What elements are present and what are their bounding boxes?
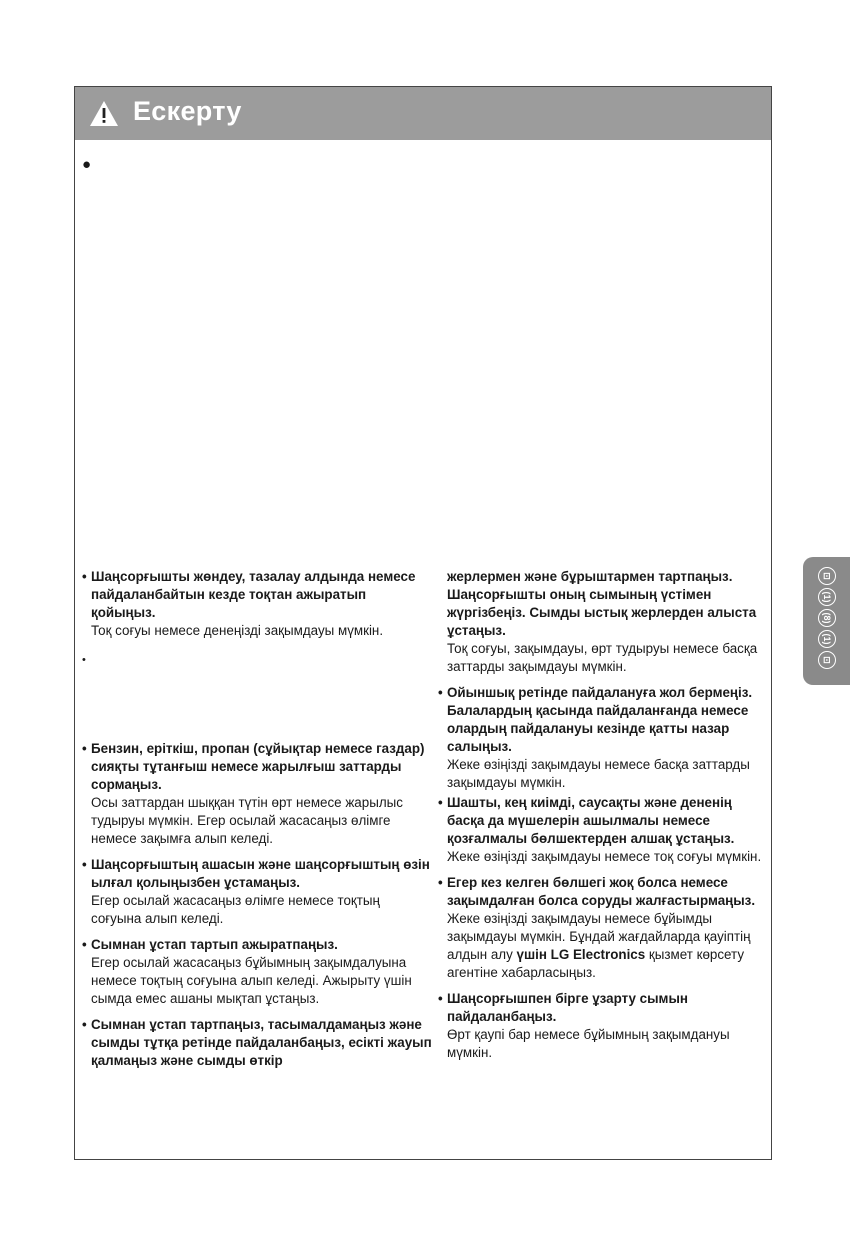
side-section-tab[interactable] bbox=[803, 557, 850, 685]
right-column bbox=[438, 568, 768, 1062]
item-desc bbox=[447, 910, 768, 982]
list-item bbox=[82, 936, 432, 1008]
list-item bbox=[438, 990, 768, 1062]
section-marker-icon: ⊡ bbox=[818, 567, 836, 585]
item-title: Шаңсорғыштың ашасын және шаңсорғыштың өзін ылғал қолыңызбен ұстамаңыз. bbox=[91, 857, 430, 890]
list-item bbox=[82, 568, 432, 640]
bullet: • bbox=[438, 795, 443, 810]
list-item bbox=[438, 684, 768, 792]
item-title: Бензин, еріткіш, пропан (сұйықтар немесе газдар) сияқты тұтанғыш немесе жарылғыш заттарды сормаңыз. bbox=[91, 741, 425, 792]
list-item-continuation bbox=[438, 568, 768, 676]
item-desc: Егер осылай жасасаңыз өлімге немесе тоқтың соғуына алып келеді. bbox=[91, 893, 380, 926]
bullet: • bbox=[438, 991, 443, 1006]
warning-triangle-icon bbox=[89, 100, 119, 127]
section-marker-icon: (1) bbox=[818, 630, 836, 648]
service-tail: қызмет көрсету агентіне хабарласыңыз. bbox=[447, 947, 745, 980]
bullet: • bbox=[82, 857, 87, 872]
bullet: • bbox=[82, 741, 87, 756]
warning-title: Ескерту bbox=[133, 96, 242, 126]
left-column bbox=[82, 568, 432, 1070]
item-desc: Өрт қаупі бар немесе бұйымның зақымдануы мүмкін. bbox=[447, 1027, 730, 1060]
side-tab-glyphs bbox=[813, 567, 840, 675]
item-title: Ойыншық ретінде пайдалануға жол бермеңіз. Балалардың қасында пайдаланғанда немесе олардың пайдалануы кезінде қатты назар салыңыз. bbox=[447, 685, 753, 754]
bullet: • bbox=[82, 937, 87, 952]
item-desc-text: Жеке өзіңізді зақымдауы немесе бұйымды зақымдауы мүмкін. Бұндай жағдайларда қауіптің алдын алу bbox=[447, 911, 751, 962]
item-title: Шашты, кең киімді, саусақты және дененің басқа да мүшелерін ашылмалы немесе қозғалмалы бөлшектерден алшақ ұстаңыз. bbox=[447, 795, 735, 846]
bullet: • bbox=[82, 569, 87, 584]
section-marker-icon: (1) bbox=[818, 588, 836, 606]
item-title: жерлермен және бұрыштармен тартпаңыз. Шаңсорғышты оның сымының үстімен жүргізбеңіз. Сымды ыстық жерлерден алыста ұстаңыз. bbox=[447, 569, 757, 638]
item-desc: Жеке өзіңізді зақымдауы немесе басқа заттарды зақымдауы мүмкін. bbox=[447, 757, 750, 790]
service-brand: LG Electronics bbox=[550, 947, 646, 962]
list-item bbox=[82, 740, 432, 848]
section-marker-icon: (8) bbox=[818, 609, 836, 627]
bullet: • bbox=[438, 685, 443, 700]
service-bold: үшін bbox=[516, 947, 547, 962]
bullet: • bbox=[82, 1017, 87, 1032]
item-desc: Тоқ соғуы немесе денеңізді зақымдауы мүмкін. bbox=[91, 623, 384, 638]
item-title: Шаңсорғышпен бірге ұзарту сымын пайдаланбаңыз. bbox=[447, 991, 688, 1024]
empty-bullet: ● bbox=[82, 156, 92, 173]
list-item bbox=[82, 856, 432, 928]
warning-header bbox=[75, 87, 771, 140]
section-marker-icon: ⊡ bbox=[818, 651, 836, 669]
item-title: Шаңсорғышты жөндеу, тазалау алдында немесе пайдаланбайтын кезде тоқтан ажыратып қойыңыз. bbox=[91, 569, 416, 620]
bullet: • bbox=[438, 875, 443, 890]
list-item bbox=[438, 794, 768, 866]
item-desc: Егер осылай жасасаңыз бұйымның зақымдалуына немесе тоқтың соғуына алып келеді. Ажырыту үшін сымда емес ашаны мықтап ұстаңыз. bbox=[91, 955, 412, 1006]
item-title: Сымнан ұстап тартпаңыз, тасымалдамаңыз және сымды тұтқа ретінде пайдаланбаңыз, есікті жауып қалмаңыз және сымды өткір bbox=[91, 1017, 432, 1068]
empty-bullet: • bbox=[82, 654, 86, 666]
list-item bbox=[82, 1016, 432, 1070]
item-title: Сымнан ұстап тартып ажыратпаңыз. bbox=[91, 937, 338, 952]
item-desc: Тоқ соғуы, зақымдауы, өрт тудыруы немесе басқа заттарды зақымдауы мүмкін. bbox=[447, 641, 758, 674]
item-desc: Осы заттардан шыққан түтін өрт немесе жарылыс тудыруы мүмкін. Егер осылай жасасаңыз өлімге немесе зақымға алып келеді. bbox=[91, 795, 403, 846]
item-desc: Жеке өзіңізді зақымдауы немесе тоқ соғуы мүмкін. bbox=[447, 849, 762, 864]
item-title: Егер кез келген бөлшегі жоқ болса немесе зақымдалған болса соруды жалғастырмаңыз. bbox=[447, 875, 756, 908]
list-item bbox=[438, 874, 768, 982]
